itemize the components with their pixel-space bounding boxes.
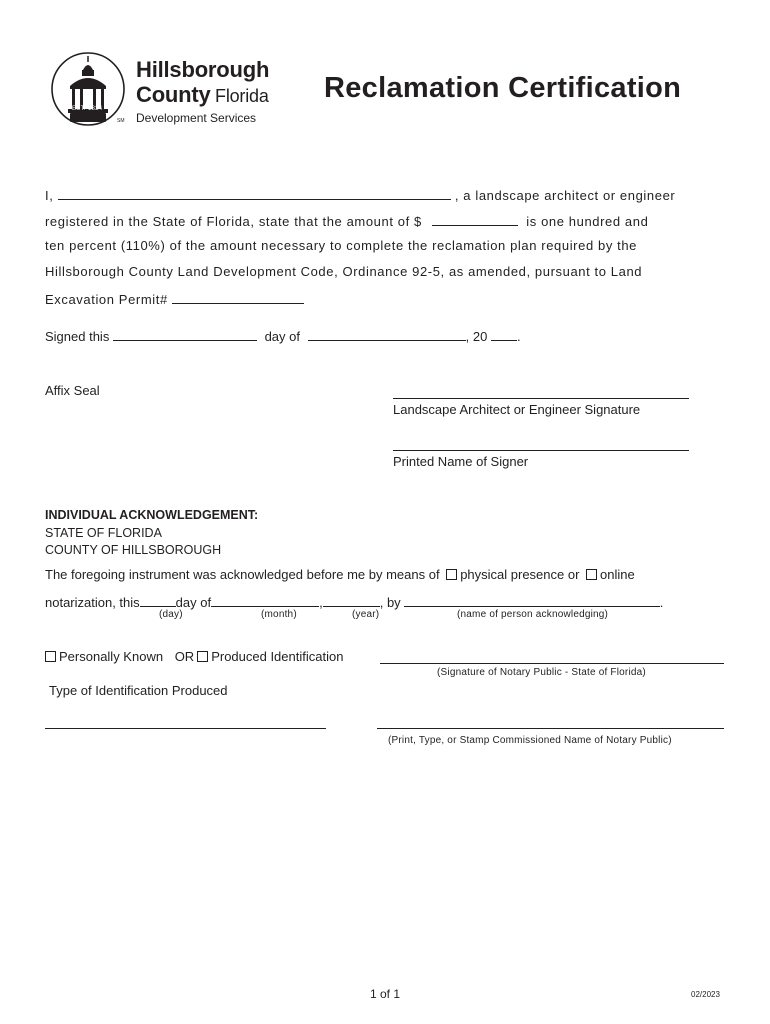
- acknowledgement-heading: INDIVIDUAL ACKNOWLEDGEMENT:: [45, 508, 259, 522]
- signature-line[interactable]: [393, 398, 689, 399]
- signed-year-field[interactable]: [491, 327, 517, 341]
- caption-year: (year): [352, 609, 380, 620]
- online-checkbox[interactable]: [586, 569, 597, 580]
- notary-signature-line[interactable]: [380, 663, 724, 664]
- revision-date: 02/2023: [691, 990, 720, 999]
- notary-name-line[interactable]: [377, 728, 724, 729]
- county-logo: [50, 48, 290, 132]
- certification-line-1: I, , a landscape architect or engineer: [45, 188, 676, 203]
- org-state: Florida: [215, 86, 269, 106]
- amount-field[interactable]: [432, 212, 518, 226]
- service-mark: SM: [117, 118, 125, 124]
- certification-line-2: registered in the State of Florida, state that the amount of $ is one hundred and: [45, 214, 649, 229]
- signature-caption: Landscape Architect or Engineer Signature: [393, 402, 641, 417]
- physical-presence-checkbox[interactable]: [446, 569, 457, 580]
- state-label: STATE OF FLORIDA: [45, 526, 162, 540]
- caption-name: (name of person acknowledging): [457, 609, 609, 620]
- org-name-line2: County Florida: [136, 82, 269, 107]
- acknowledgement-line-1: The foregoing instrument was acknowledged before me by means of physical presence or online: [45, 567, 635, 582]
- page-number: 1 of 1: [370, 987, 401, 1001]
- county-label: COUNTY OF HILLSBOROUGH: [45, 543, 222, 557]
- printed-name-caption: Printed Name of Signer: [393, 454, 529, 469]
- page-title: Reclamation Certification: [324, 72, 682, 104]
- ack-person-name-field[interactable]: [404, 593, 660, 607]
- identification-options: Personally Known OR Produced Identification: [45, 649, 343, 664]
- produced-identification-checkbox[interactable]: [197, 651, 208, 662]
- signed-date-line: Signed this day of , 20 .: [45, 329, 521, 344]
- seal-text: EST. 1834: [72, 106, 103, 112]
- ack-day-field[interactable]: [140, 593, 176, 607]
- ack-month-field[interactable]: [211, 593, 319, 607]
- affix-seal-label: Affix Seal: [45, 383, 100, 398]
- personally-known-checkbox[interactable]: [45, 651, 56, 662]
- ack-year-field[interactable]: [323, 593, 380, 607]
- signed-month-field[interactable]: [308, 327, 466, 341]
- caption-month: (month): [261, 609, 297, 620]
- permit-number-field[interactable]: [172, 290, 304, 304]
- notary-signature-caption: (Signature of Notary Public - State of Florida): [437, 667, 646, 678]
- department-name: Development Services: [136, 111, 257, 125]
- type-of-id-label: Type of Identification Produced: [49, 683, 228, 698]
- type-of-id-line[interactable]: [45, 728, 326, 729]
- name-field[interactable]: [58, 186, 451, 200]
- caption-day: (day): [159, 609, 183, 620]
- certification-line-3: ten percent (110%) of the amount necessary to complete the reclamation plan required by the: [45, 238, 637, 253]
- notary-name-caption: (Print, Type, or Stamp Commissioned Name of Notary Public): [388, 735, 672, 746]
- org-name-line1: Hillsborough: [136, 57, 270, 82]
- acknowledgement-line-2: notarization, this day of , , by .: [45, 595, 664, 610]
- certification-line-5: Excavation Permit#: [45, 290, 304, 307]
- signed-day-field[interactable]: [113, 327, 257, 341]
- printed-name-line[interactable]: [393, 450, 689, 451]
- certification-line-4: Hillsborough County Land Development Code, Ordinance 92-5, as amended, pursuant to Land: [45, 264, 643, 279]
